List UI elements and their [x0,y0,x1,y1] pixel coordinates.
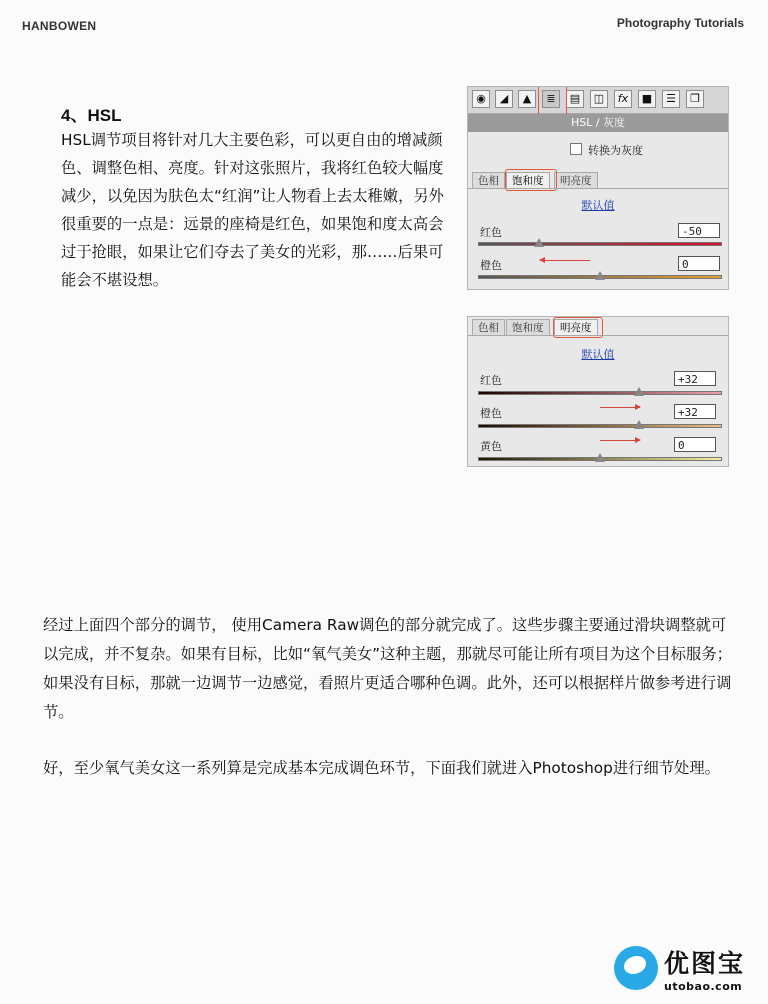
section-body: HSL调节项目将针对几大主要色彩，可以更自由的增减颜色、调整色相、亮度。针对这张照片，我将红色较大幅度减少，以免因为肤色太“红润”让人物看上去太稚嫩，另外很重要的一点是：远景的座椅是红色，如果饱和度太高会过于抢眼，如果让它们夺去了美女的光彩，那……后果可能会不堪设想。 [61,131,444,289]
snapshots-icon[interactable]: ❐ [686,90,704,108]
tab-divider [468,335,728,336]
right-arrow-annotation [600,440,640,441]
section-title: 4、HSL [61,106,122,125]
aperture-icon[interactable]: ◉ [472,90,490,108]
default-link[interactable]: 默认值 [581,348,615,361]
fx-icon[interactable]: fx [614,90,632,108]
mountain-icon[interactable]: ▲ [518,90,536,108]
bird-logo-icon [614,946,658,990]
default-link[interactable]: 默认值 [581,199,615,212]
slider-label-orange: 橙色 [480,259,502,272]
slider-label-orange: 橙色 [480,407,502,420]
slider-label-red: 红色 [480,226,502,239]
red-luminance-slider-track[interactable] [478,391,722,395]
split-tone-icon[interactable]: ▤ [566,90,584,108]
red-luminance-input[interactable]: +32 [674,371,716,386]
tab-luminance[interactable]: 明亮度 [554,172,598,189]
orange-luminance-input[interactable]: +32 [674,404,716,419]
orange-luminance-slider-track[interactable] [478,424,722,428]
tab-hue[interactable]: 色相 [472,172,505,189]
yellow-luminance-input[interactable]: 0 [674,437,716,452]
slider-label-yellow: 黄色 [480,440,502,453]
slider-label-red: 红色 [480,374,502,387]
logo-name: 优图宝 [664,949,746,978]
orange-luminance-slider-knob[interactable] [634,420,644,429]
presets-icon[interactable]: ☰ [662,90,680,108]
logo-url: utobao.com [664,980,743,993]
right-arrow-annotation [600,407,640,408]
orange-value-input[interactable]: 0 [678,256,720,271]
orange-saturation-slider-knob[interactable] [595,271,605,280]
hsl-saturation-panel [467,86,729,290]
grayscale-checkbox[interactable] [570,143,582,155]
red-saturation-slider-track[interactable] [478,242,722,246]
header-section-title: Photography Tutorials [616,16,744,30]
grayscale-checkbox-row[interactable] [570,142,643,158]
curve-icon[interactable]: ◢ [495,90,513,108]
left-arrow-annotation [540,260,590,261]
site-logo[interactable] [614,944,764,1000]
camera-icon[interactable]: ■ [638,90,656,108]
header-brand: HANBOWEN [22,19,97,33]
tab-luminance[interactable]: 明亮度 [554,319,598,336]
tab-saturation[interactable]: 饱和度 [506,172,550,189]
lens-icon[interactable]: ◫ [590,90,608,108]
yellow-luminance-slider-knob[interactable] [595,453,605,462]
grayscale-label: 转换为灰度 [588,144,643,157]
highlight-box [538,86,567,117]
summary-paragraph: 经过上面四个部分的调节， 使用Camera Raw调色的部分就完成了。这些步骤主要通过滑块调整就可以完成，并不复杂。如果有目标，比如“氧气美女”这种主题，那就尽可能让所有项目为这个目标服务；如果没有目标，那就一边调节一边感觉，看照片更适合哪种色调。此外，还可以根据样片做参考进行调节。 [43,616,732,721]
hsl-luminance-panel [467,316,729,467]
tab-divider [468,188,728,189]
panel-title: HSL / 灰度 [468,114,728,132]
tab-hue[interactable]: 色相 [472,319,505,336]
panel-toolbar [468,87,728,114]
next-step-paragraph: 好，至少氧气美女这一系列算是完成基本完成调色环节，下面我们就进入Photoshop进行细节处理。 [43,759,720,777]
red-saturation-slider-knob[interactable] [534,238,544,247]
red-luminance-slider-knob[interactable] [634,387,644,396]
tab-saturation[interactable]: 饱和度 [506,319,550,336]
red-value-input[interactable]: -50 [678,223,720,238]
hsl-icon[interactable]: ≣ [542,90,560,108]
